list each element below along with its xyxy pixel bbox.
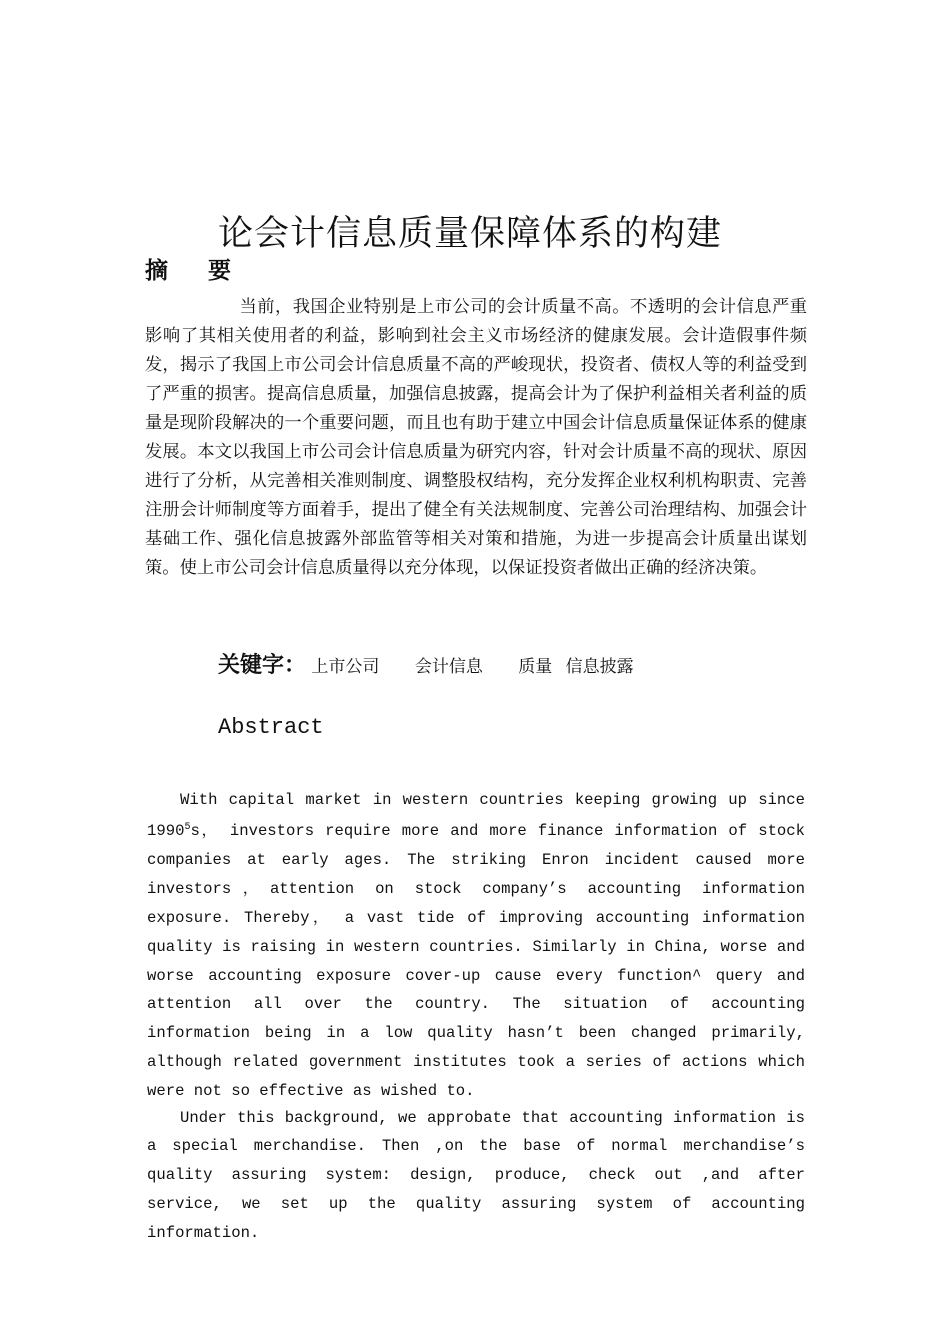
abstract-heading-cn: 摘 要 [145, 258, 248, 284]
abstract-paragraph-en-1 [147, 786, 805, 1106]
paper-title: 论会计信息质量保障体系的构建 [217, 214, 722, 255]
keyword-item: 信息披露 [565, 657, 634, 677]
keyword-item: 会计信息 [414, 657, 483, 677]
abstract-paragraph-en-2: Under this background, we approbate that accounting information is a special merchandise. Then ,on the base of normal merchandise’s quality assuring system: design, produce, check out ,and after service, we set up the quality assuring system of accounting information. [147, 1108, 805, 1242]
keywords-label: 关键字： [218, 653, 307, 678]
abstract-en-1-part-b: s， investors require more and more finance information of stock companies at early ages. The striking Enron incident caused more investors，attention on stock company’s accounting information exposure. Thereby， a vast tide of improving accounting information quality is raising in western countries. Similarly in China, worse and worse accounting exposure cover-up cause every function^ query and attention all over the country. The situation of accounting information being in a low quality hasn’t been changed primarily, although related government institutes took a series of actions which were not so effective as wished to. [147, 822, 805, 1100]
abstract-en-1-part-a: With capital market in western countries keeping growing up since 1990 [147, 790, 805, 841]
keyword-item: 上市公司 [311, 657, 380, 677]
footnote-superscript: 5 [184, 822, 191, 834]
abstract-body-cn [145, 293, 807, 583]
keywords-line [218, 648, 634, 679]
abstract-heading-en: Abstract [218, 715, 324, 740]
keyword-item: 质量 [518, 657, 553, 677]
abstract-text-cn: 当前，我国企业特别是上市公司的会计质量不高。不透明的会计信息严重影响了其相关使用者的利益，影响到社会主义市场经济的健康发展。会计造假事件频发，揭示了我国上市公司会计信息质量不高的严峻现状，投资者、债权人等的利益受到了严重的损害。提高信息质量，加强信息披露，提高会计为了保护利益相关者利益的质量是现阶段解决的一个重要问题，而且也有助于建立中国会计信息质量保证体系的健康发展。本文以我国上市公司会计信息质量为研究内容，针对会计质量不高的现状、原因进行了分析，从完善相关准则制度、调整股权结构，充分发挥企业权利机构职责、完善注册会计师制度等方面着手，提出了健全有关法规制度、完善公司治理结构、加强会计基础工作、强化信息披露外部监管等相关对策和措施，为进一步提高会计质量出谋划策。使上市公司会计信息质量得以充分体现，以保证投资者做出正确的经济决策。 [145, 297, 807, 578]
